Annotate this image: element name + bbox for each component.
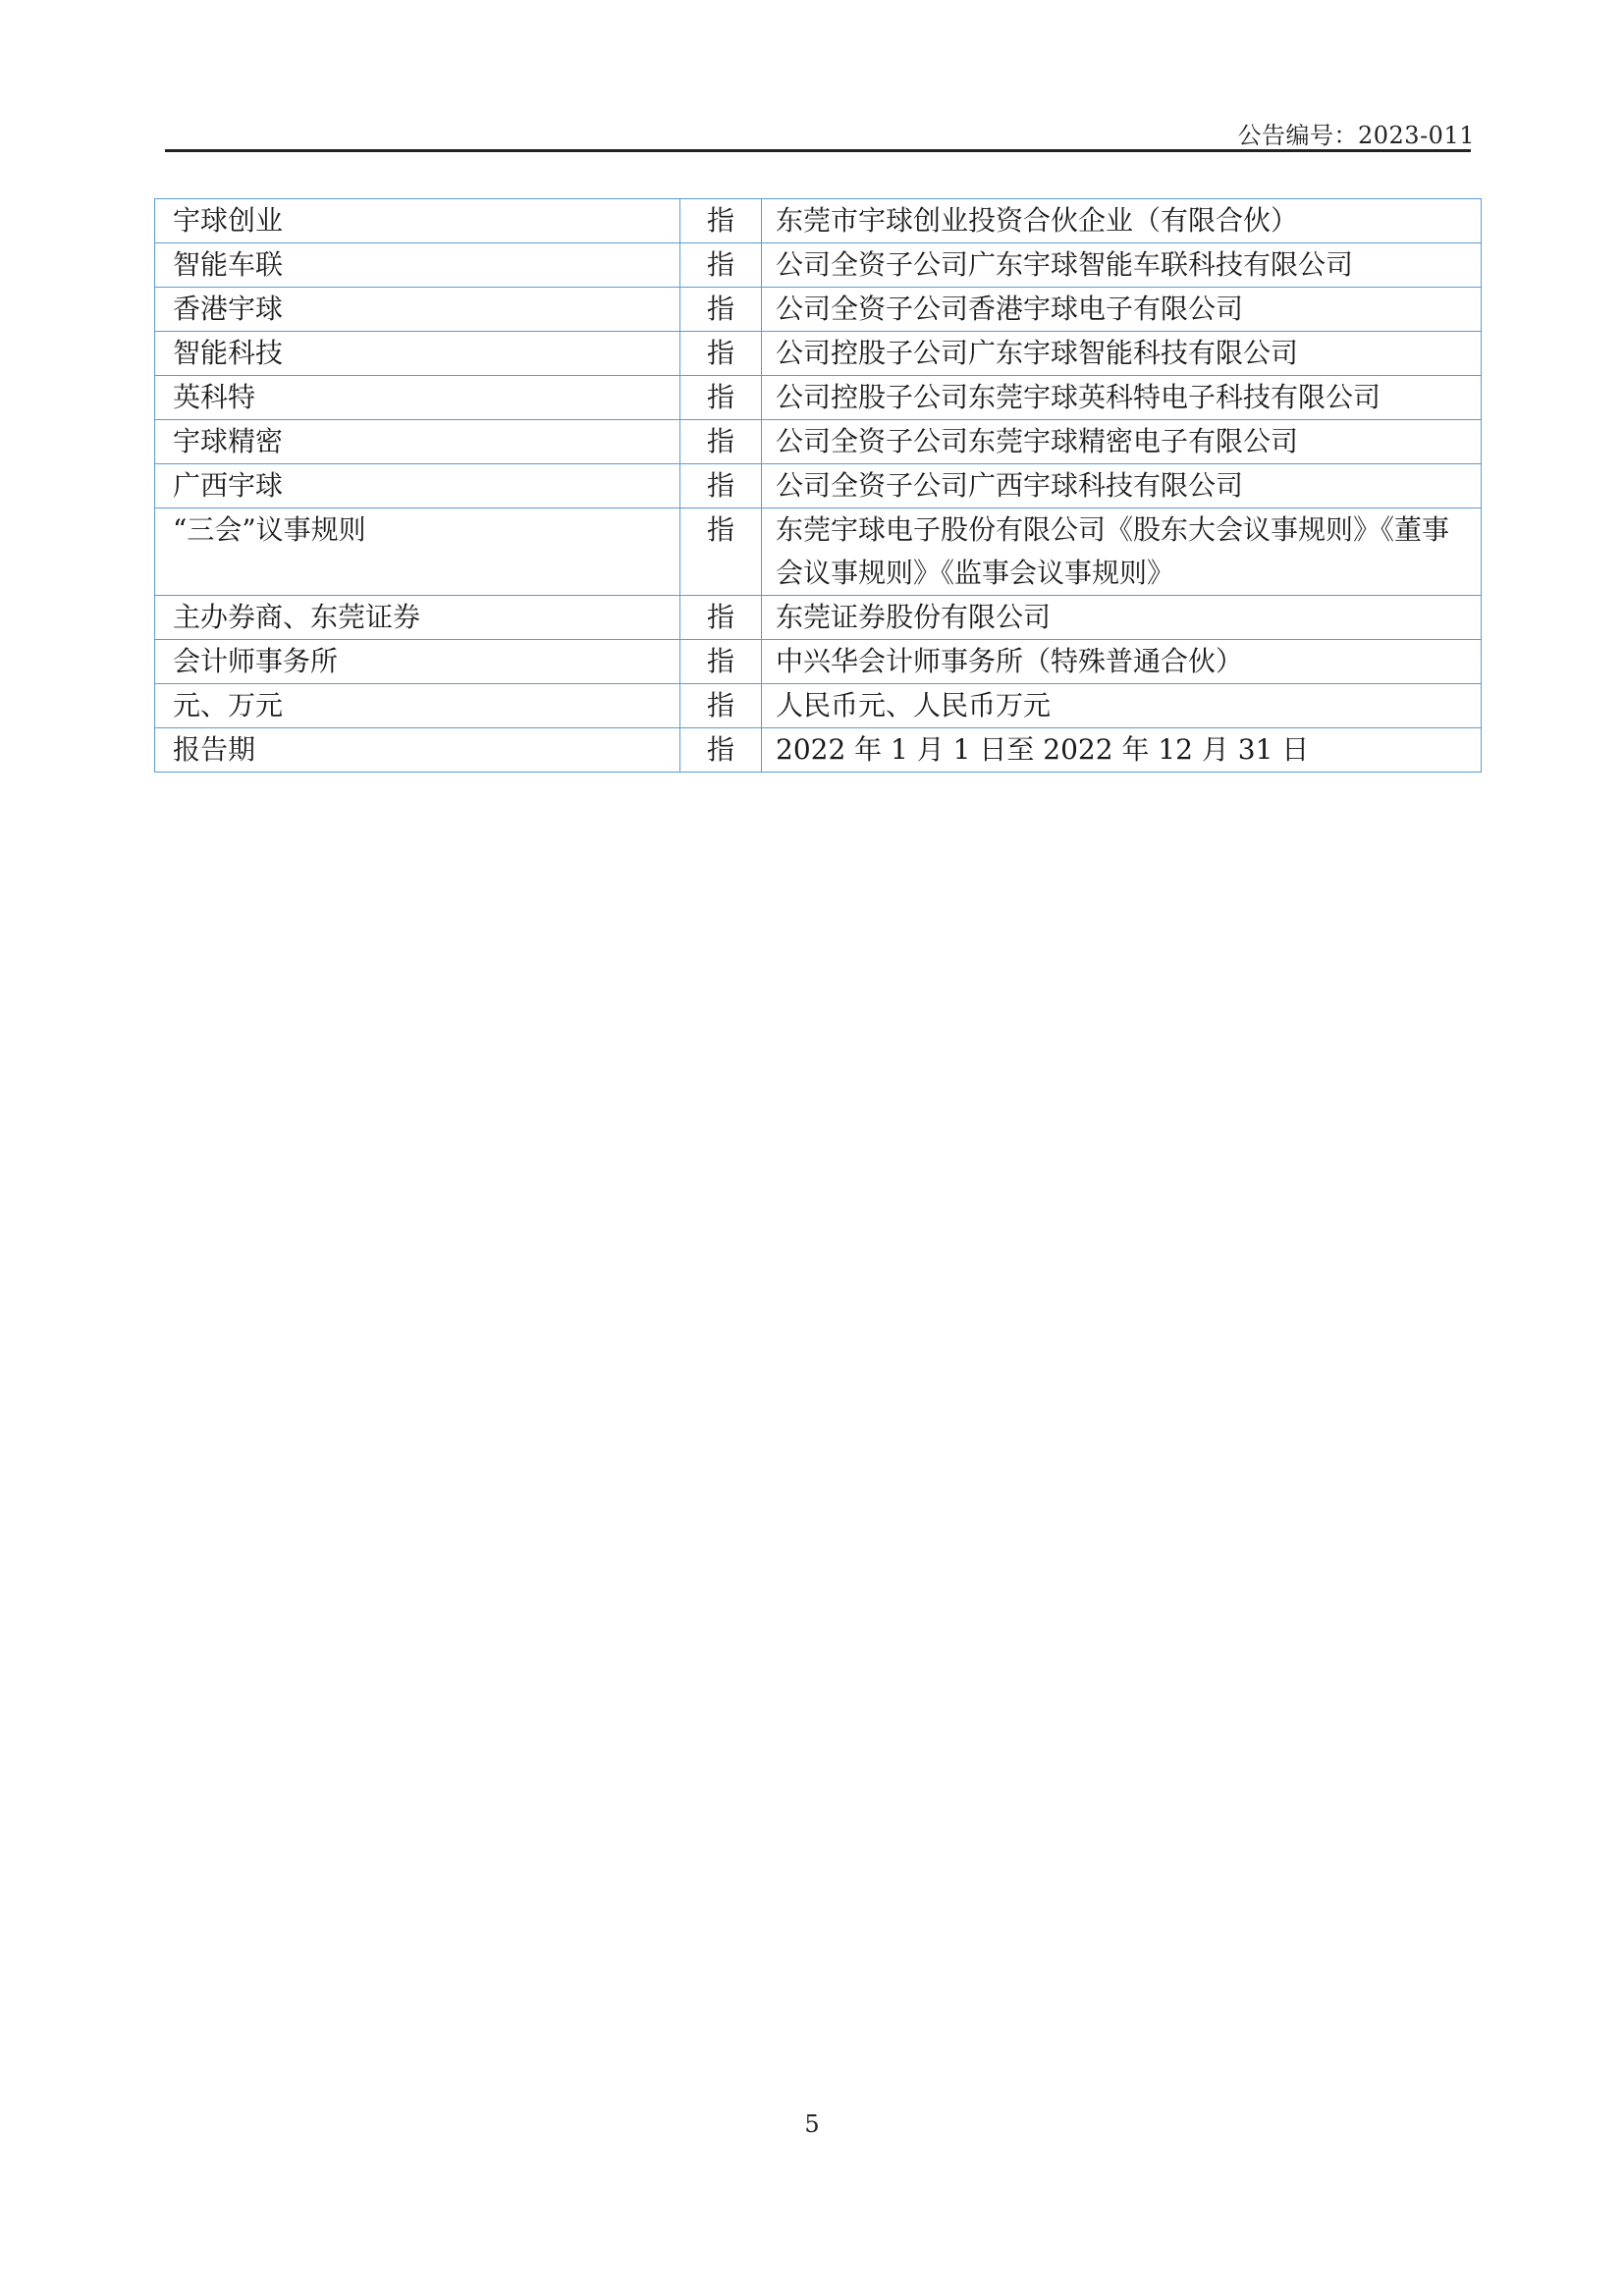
zhi-cell: 指: [680, 332, 762, 376]
term-cell: 智能科技: [155, 332, 680, 376]
term-cell: 元、万元: [155, 684, 680, 728]
zhi-cell: 指: [680, 596, 762, 640]
definition-cell: 公司控股子公司东莞宇球英科特电子科技有限公司: [762, 376, 1482, 420]
table-row: [155, 420, 1482, 464]
term-cell: 会计师事务所: [155, 640, 680, 684]
table-row: [155, 199, 1482, 243]
table-row: [155, 728, 1482, 773]
table-row: [155, 640, 1482, 684]
table-row: [155, 288, 1482, 332]
definition-cell: 公司全资子公司广西宇球科技有限公司: [762, 464, 1482, 508]
definition-cell: 东莞市宇球创业投资合伙企业（有限合伙）: [762, 199, 1482, 243]
zhi-cell: 指: [680, 376, 762, 420]
definition-cell: 公司控股子公司广东宇球智能科技有限公司: [762, 332, 1482, 376]
table-row: [155, 332, 1482, 376]
term-cell: 智能车联: [155, 243, 680, 288]
definition-cell: 东莞证券股份有限公司: [762, 596, 1482, 640]
definition-cell: 公司全资子公司香港宇球电子有限公司: [762, 288, 1482, 332]
term-cell: 英科特: [155, 376, 680, 420]
zhi-cell: 指: [680, 199, 762, 243]
term-cell: “三会”议事规则: [155, 508, 680, 596]
header-divider: [165, 149, 1471, 152]
table-row: [155, 243, 1482, 288]
zhi-cell: 指: [680, 728, 762, 773]
definition-cell: 人民币元、人民币万元: [762, 684, 1482, 728]
table-row: [155, 508, 1482, 596]
zhi-cell: 指: [680, 640, 762, 684]
term-cell: 广西宇球: [155, 464, 680, 508]
term-cell: 香港宇球: [155, 288, 680, 332]
zhi-cell: 指: [680, 288, 762, 332]
term-cell: 宇球创业: [155, 199, 680, 243]
table-row: [155, 464, 1482, 508]
table-row: [155, 376, 1482, 420]
page-number: 5: [804, 2110, 820, 2138]
zhi-cell: 指: [680, 508, 762, 596]
zhi-cell: 指: [680, 243, 762, 288]
definition-cell: 公司全资子公司广东宇球智能车联科技有限公司: [762, 243, 1482, 288]
definition-cell: 2022 年 1 月 1 日至 2022 年 12 月 31 日: [762, 728, 1482, 773]
definition-cell: 中兴华会计师事务所（特殊普通合伙）: [762, 640, 1482, 684]
term-cell: 主办券商、东莞证券: [155, 596, 680, 640]
definition-cell: 公司全资子公司东莞宇球精密电子有限公司: [762, 420, 1482, 464]
table-row: [155, 596, 1482, 640]
zhi-cell: 指: [680, 684, 762, 728]
definition-cell: 东莞宇球电子股份有限公司《股东大会议事规则》《董事会议事规则》《监事会议事规则》: [762, 508, 1482, 596]
zhi-cell: 指: [680, 464, 762, 508]
definitions-table: [154, 198, 1482, 773]
term-cell: 宇球精密: [155, 420, 680, 464]
zhi-cell: 指: [680, 420, 762, 464]
term-cell: 报告期: [155, 728, 680, 773]
table-row: [155, 684, 1482, 728]
announcement-number: 公告编号：2023-011: [1237, 122, 1475, 149]
